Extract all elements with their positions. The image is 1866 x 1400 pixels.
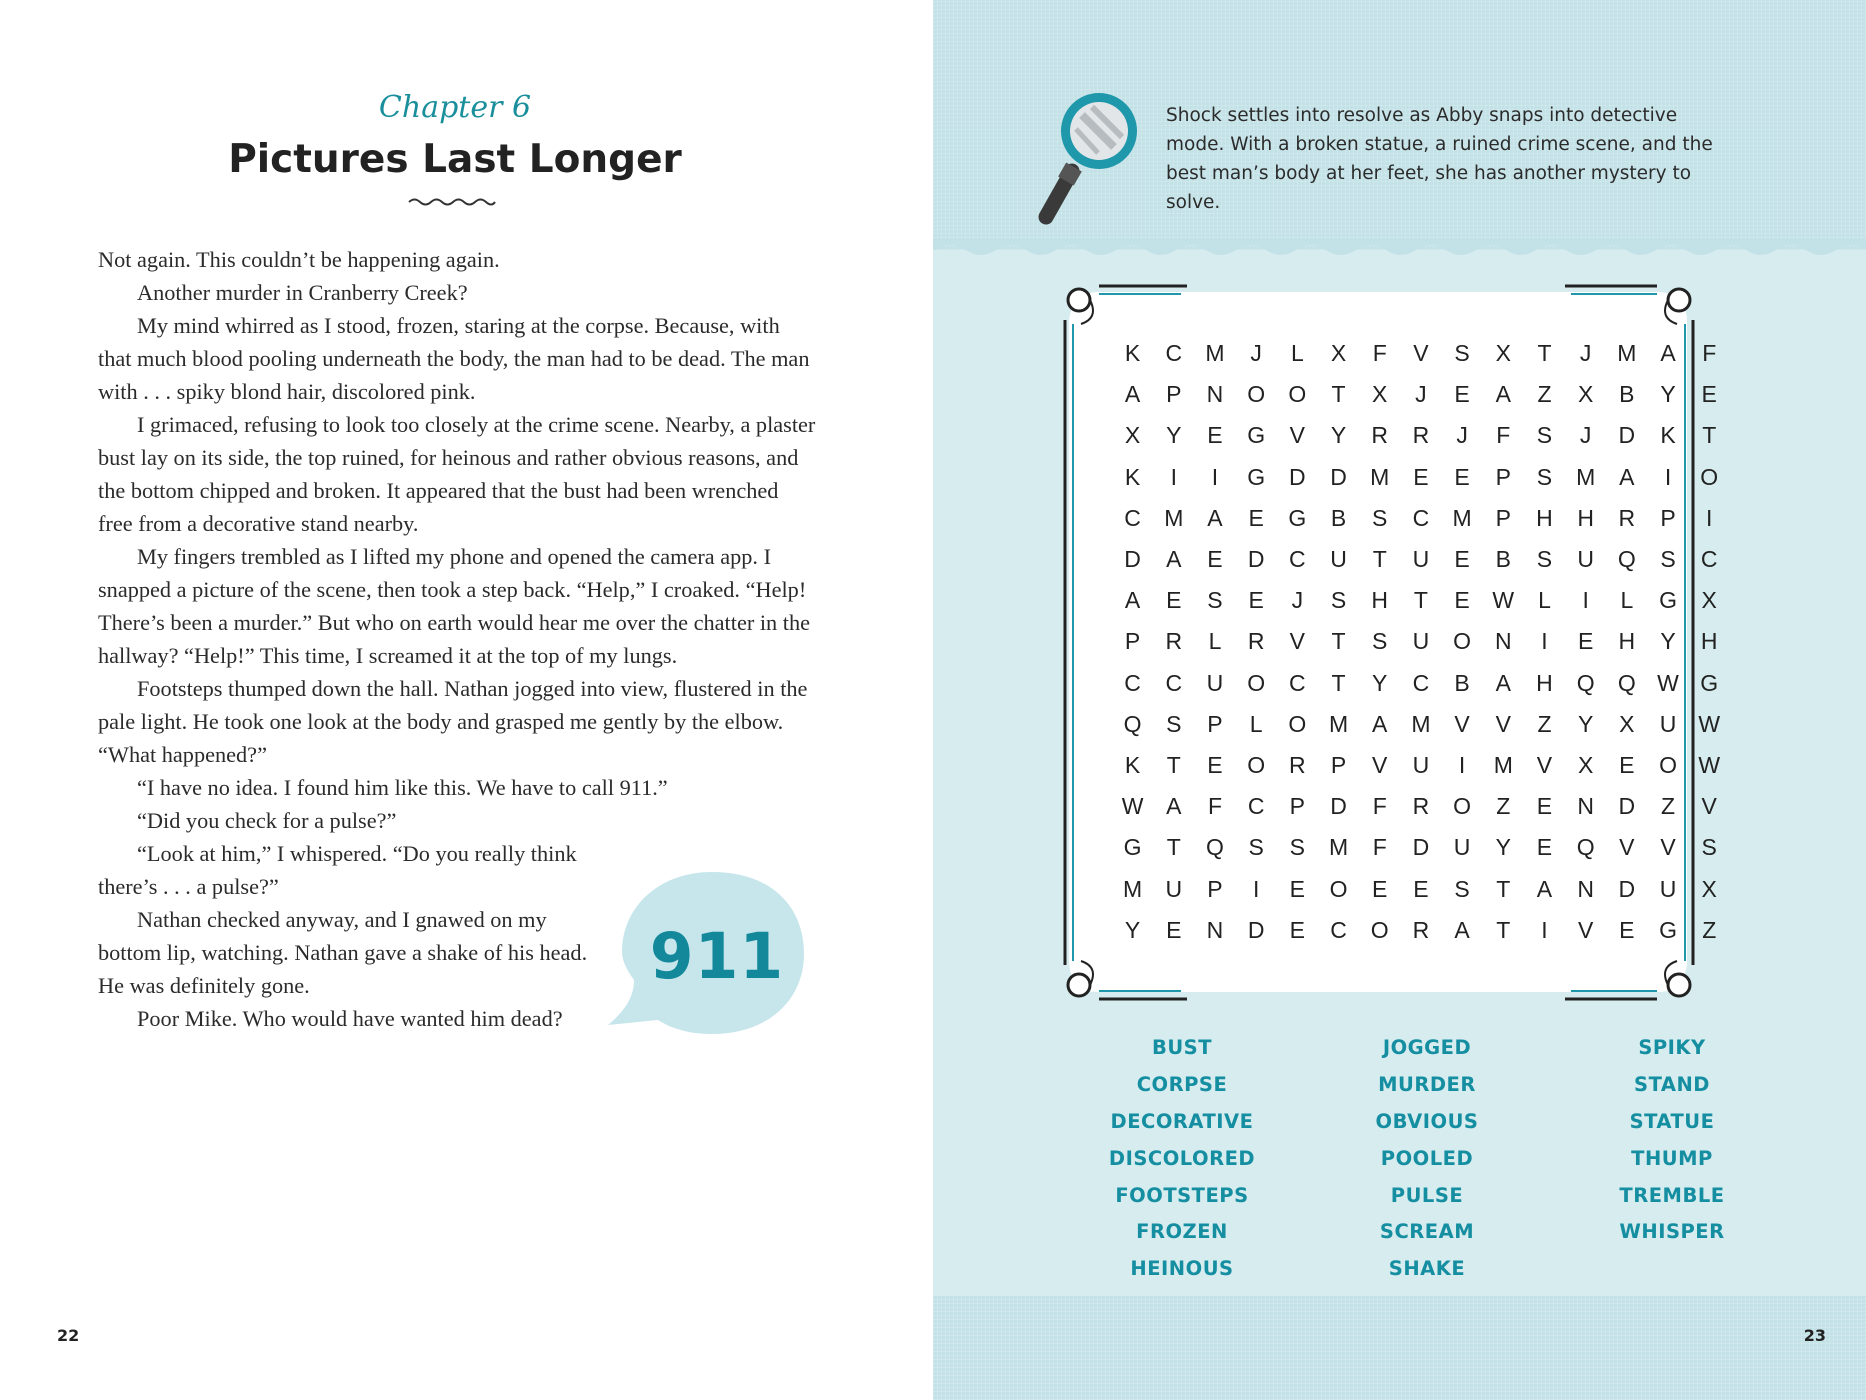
story-paragraph: Another murder in Cranberry Creek? — [137, 280, 468, 305]
grid-letter: O — [1247, 669, 1266, 696]
grid-letter: Q — [1617, 546, 1636, 573]
grid-letter: M — [1411, 710, 1431, 737]
grid-letter: H — [1536, 504, 1553, 531]
grid-letter: I — [1541, 628, 1548, 655]
word-list-item: STATUE — [1629, 1109, 1715, 1133]
grid-letter: Y — [1330, 422, 1347, 449]
grid-letter: A — [1536, 875, 1553, 902]
grid-letter: C — [1330, 916, 1347, 943]
story-paragraph: “Look at him,” I whispered. “Do you really think there’s . . . a pulse?” — [98, 841, 577, 899]
word-list-item: POOLED — [1380, 1146, 1474, 1170]
grid-letter: T — [1496, 875, 1511, 902]
grid-letter: C — [1289, 669, 1306, 696]
word-list-item: SPIKY — [1638, 1036, 1706, 1059]
grid-letter: V — [1289, 422, 1306, 449]
grid-letter: E — [1207, 422, 1223, 449]
grid-letter: E — [1413, 875, 1429, 902]
grid-letter: O — [1453, 628, 1472, 655]
grid-letter: D — [1247, 546, 1265, 573]
story-paragraph: Nathan checked anyway, and I gnawed on my bottom lip, watching. Nathan gave a shake of his head. He was definitely gone. — [98, 907, 588, 998]
word-list-item: STAND — [1634, 1072, 1710, 1096]
grid-letter: J — [1291, 587, 1304, 614]
grid-letter: A — [1166, 546, 1182, 573]
grid-letter: C — [1124, 504, 1141, 531]
grid-letter: L — [1620, 587, 1634, 614]
grid-letter: E — [1454, 546, 1470, 573]
grid-letter: C — [1124, 669, 1141, 696]
grid-letter: W — [1492, 587, 1515, 614]
grid-letter: S — [1536, 422, 1553, 449]
grid-letter: G — [1700, 669, 1719, 696]
grid-letter: U — [1577, 546, 1594, 573]
grid-letter: P — [1207, 710, 1223, 737]
word-list-item: TREMBLE — [1619, 1183, 1725, 1207]
grid-letter: S — [1454, 875, 1470, 902]
story-paragraph: Not again. This couldn’t be happening again. — [98, 247, 500, 272]
grid-letter: R — [1412, 793, 1430, 820]
word-column — [1566, 1030, 1778, 1288]
word-list-item: BUST — [1151, 1036, 1213, 1059]
word-list-item: WHISPER — [1619, 1220, 1725, 1244]
grid-letter: A — [1372, 710, 1388, 737]
grid-letter: T — [1413, 587, 1428, 614]
grid-letter: C — [1165, 669, 1183, 696]
grid-letter: P — [1289, 793, 1306, 820]
word-list-item: DECORATIVE — [1110, 1109, 1254, 1133]
grid-letter: H — [1577, 504, 1594, 531]
grid-letter: E — [1166, 916, 1182, 943]
grid-letter: I — [1252, 875, 1260, 902]
grid-letter: S — [1701, 834, 1717, 861]
grid-letter: G — [1659, 916, 1677, 943]
grid-letter: X — [1330, 340, 1347, 367]
grid-letter: O — [1247, 381, 1266, 408]
grid-letter: S — [1166, 710, 1182, 737]
grid-letter: Q — [1617, 669, 1636, 696]
grid-letter: U — [1453, 834, 1471, 861]
grid-letter: J — [1415, 381, 1427, 408]
grid-letter: I — [1211, 463, 1219, 490]
grid-letter: W — [1698, 751, 1721, 778]
grid-letter: E — [1248, 587, 1264, 614]
grid-letter: A — [1660, 340, 1676, 367]
grid-letter: G — [1123, 834, 1142, 861]
grid-letter: E — [1454, 463, 1470, 490]
grid-letter: X — [1577, 751, 1594, 778]
grid-letter: E — [1289, 875, 1306, 902]
grid-letter: V — [1577, 916, 1594, 943]
grid-letter: S — [1248, 834, 1264, 861]
grid-letter: O — [1659, 751, 1677, 778]
title-squiggle — [407, 196, 497, 208]
grid-letter: R — [1618, 504, 1636, 531]
grid-letter: Y — [1660, 381, 1676, 408]
grid-letter: C — [1165, 340, 1183, 367]
grid-letter: N — [1206, 381, 1224, 408]
grid-letter: Z — [1496, 793, 1511, 820]
grid-letter: Q — [1123, 710, 1142, 737]
grid-letter: I — [1582, 587, 1589, 614]
grid-letter: H — [1700, 628, 1718, 655]
grid-letter: K — [1124, 751, 1141, 778]
grid-letter: J — [1456, 422, 1468, 449]
grid-letter: W — [1698, 710, 1721, 737]
grid-letter: Y — [1495, 834, 1511, 861]
grid-letter: K — [1124, 463, 1141, 490]
grid-letter: M — [1328, 710, 1349, 737]
grid-letter: S — [1372, 504, 1388, 531]
grid-letter: C — [1700, 546, 1718, 573]
grid-letter: E — [1454, 587, 1470, 614]
grid-letter: G — [1288, 504, 1307, 531]
grid-letter: E — [1289, 916, 1306, 943]
grid-letter: O — [1329, 875, 1348, 902]
grid-letter: V — [1495, 710, 1511, 737]
grid-letter: A — [1124, 381, 1141, 408]
grid-letter: D — [1412, 834, 1430, 861]
story-paragraph: Poor Mike. Who would have wanted him dead? — [137, 1006, 563, 1031]
grid-letter: T — [1166, 751, 1181, 778]
grid-letter: G — [1247, 422, 1266, 449]
grid-letter: H — [1536, 669, 1553, 696]
grid-letter: Z — [1537, 381, 1552, 408]
grid-letter: N — [1577, 875, 1594, 902]
puzzle-intro: Shock settles into resolve as Abby snaps into detective mode. With a broken statue, a ruined crime scene, and the best man’s body at her feet, she has another mystery to solve. — [1166, 105, 1713, 213]
grid-letter: B — [1454, 669, 1470, 696]
grid-letter: O — [1247, 751, 1266, 778]
grid-letter: I — [1170, 463, 1177, 490]
grid-letter: O — [1370, 916, 1389, 943]
grid-letter: W — [1657, 669, 1679, 696]
grid-letter: Z — [1661, 793, 1676, 820]
chapter-title: Pictures Last Longer — [228, 137, 682, 182]
grid-letter: L — [1249, 710, 1263, 737]
grid-letter: M — [1370, 463, 1390, 490]
grid-letter: D — [1618, 422, 1636, 449]
story-paragraph: “Did you check for a pulse?” — [137, 808, 397, 833]
word-list-item: FOOTSTEPS — [1115, 1183, 1249, 1207]
grid-letter: T — [1702, 422, 1717, 449]
grid-letter: I — [1458, 751, 1466, 778]
grid-letter: L — [1290, 340, 1304, 367]
grid-letter: V — [1454, 710, 1470, 737]
grid-letter: Y — [1372, 669, 1388, 696]
grid-letter: B — [1330, 504, 1347, 531]
grid-letter: E — [1207, 751, 1223, 778]
word-list-item: JOGGED — [1382, 1036, 1472, 1059]
grid-letter: H — [1618, 628, 1636, 655]
word-list-item: DISCOLORED — [1108, 1146, 1256, 1170]
grid-letter: B — [1495, 546, 1511, 573]
grid-letter: S — [1372, 628, 1388, 655]
grid-letter: L — [1208, 628, 1222, 655]
grid-letter: E — [1454, 381, 1470, 408]
page-number-right: 23 — [1803, 1326, 1826, 1345]
grid-letter: F — [1372, 340, 1387, 367]
grid-letter: J — [1579, 340, 1592, 367]
grid-letter: A — [1166, 793, 1182, 820]
speech-bubble — [608, 868, 808, 1043]
grid-letter: V — [1660, 834, 1676, 861]
grid-letter: O — [1453, 793, 1472, 820]
grid-letter: M — [1576, 463, 1596, 490]
grid-letter: V — [1536, 751, 1553, 778]
grid-letter: Y — [1124, 916, 1141, 943]
grid-letter: U — [1165, 875, 1183, 902]
grid-letter: A — [1207, 504, 1223, 531]
grid-letter: I — [1706, 504, 1713, 531]
word-list-item: SHAKE — [1388, 1257, 1466, 1281]
word-list-item: MURDER — [1378, 1072, 1476, 1096]
grid-letter: T — [1331, 628, 1346, 655]
grid-letter: N — [1577, 793, 1594, 820]
grid-letter: D — [1330, 463, 1347, 490]
grid-letter: C — [1412, 504, 1430, 531]
grid-letter: D — [1124, 546, 1141, 573]
grid-letter: U — [1412, 751, 1430, 778]
word-list-item: THUMP — [1631, 1146, 1713, 1170]
grid-letter: M — [1164, 504, 1184, 531]
word-list-item: HEINOUS — [1130, 1257, 1234, 1281]
grid-letter: Z — [1537, 710, 1552, 737]
grid-letter: Y — [1660, 628, 1676, 655]
grid-letter: E — [1372, 875, 1388, 902]
grid-letter: A — [1495, 381, 1511, 408]
grid-letter: H — [1371, 587, 1389, 614]
grid-letter: S — [1330, 587, 1347, 614]
grid-letter: T — [1496, 916, 1511, 943]
grid-letter: X — [1577, 381, 1594, 408]
grid-letter: D — [1330, 793, 1347, 820]
word-column — [1076, 1030, 1288, 1288]
grid-letter: I — [1541, 916, 1548, 943]
grid-letter: E — [1701, 381, 1717, 408]
grid-letter: R — [1412, 422, 1430, 449]
grid-letter: V — [1289, 628, 1306, 655]
grid-letter: Z — [1702, 916, 1717, 943]
grid-letter: L — [1538, 587, 1551, 614]
grid-letter: P — [1166, 381, 1182, 408]
grid-letter: R — [1165, 628, 1183, 655]
grid-letter: T — [1372, 546, 1387, 573]
grid-letter: U — [1659, 875, 1677, 902]
grid-letter: M — [1328, 834, 1349, 861]
grid-letter: A — [1619, 463, 1635, 490]
grid-letter: V — [1619, 834, 1635, 861]
grid-letter: S — [1536, 463, 1553, 490]
grid-letter: G — [1247, 463, 1266, 490]
magnifying-glass-icon — [1034, 85, 1144, 230]
grid-letter: U — [1330, 546, 1347, 573]
word-list-item: FROZEN — [1136, 1220, 1228, 1244]
footer-band — [933, 1296, 1866, 1400]
grid-letter: A — [1495, 669, 1511, 696]
grid-letter: X — [1701, 587, 1717, 614]
word-list — [1076, 1030, 1778, 1288]
word-list-item: PULSE — [1390, 1183, 1464, 1207]
grid-letter: X — [1619, 710, 1635, 737]
grid-letter: Y — [1166, 422, 1182, 449]
grid-letter: D — [1618, 875, 1636, 902]
grid-letter: O — [1700, 463, 1719, 490]
grid-letter: U — [1412, 546, 1430, 573]
grid-letter: A — [1124, 587, 1141, 614]
grid-letter: D — [1289, 463, 1306, 490]
grid-letter: M — [1205, 340, 1225, 367]
page-number-left: 22 — [57, 1326, 80, 1345]
grid-letter: S — [1660, 546, 1676, 573]
grid-letter: C — [1289, 546, 1306, 573]
grid-letter: F — [1496, 422, 1511, 449]
grid-letter: T — [1166, 834, 1181, 861]
grid-letter: S — [1536, 546, 1553, 573]
grid-letter: M — [1123, 875, 1143, 902]
grid-letter: X — [1124, 422, 1141, 449]
grid-letter: C — [1247, 793, 1265, 820]
grid-letter: Y — [1577, 710, 1594, 737]
header-wave — [933, 238, 1866, 262]
grid-letter: M — [1493, 751, 1513, 778]
grid-letter: A — [1454, 916, 1470, 943]
grid-letter: R — [1289, 751, 1306, 778]
letter-grid — [1112, 333, 1730, 951]
grid-letter: V — [1413, 340, 1429, 367]
chapter-label: Chapter 6 — [378, 90, 532, 125]
grid-letter: E — [1248, 504, 1264, 531]
grid-letter: S — [1454, 340, 1470, 367]
word-list-item: CORPSE — [1136, 1072, 1228, 1096]
grid-letter: P — [1495, 504, 1511, 531]
grid-letter: E — [1166, 587, 1182, 614]
grid-letter: T — [1331, 669, 1346, 696]
grid-letter: V — [1701, 793, 1717, 820]
grid-letter: F — [1207, 793, 1222, 820]
right-page — [933, 0, 1866, 1400]
word-column — [1288, 1030, 1566, 1288]
grid-letter: R — [1371, 422, 1389, 449]
story-paragraph: My mind whirred as I stood, frozen, staring at the corpse. Because, with that much blood pooling underneath the body, the man had to be dead. The man with . . . spiky blond hair, discolored pink. — [98, 313, 810, 404]
grid-letter: X — [1701, 875, 1717, 902]
grid-letter: S — [1207, 587, 1223, 614]
grid-letter: D — [1247, 916, 1265, 943]
grid-letter: D — [1618, 793, 1636, 820]
grid-letter: T — [1537, 340, 1552, 367]
story-paragraph: My fingers trembled as I lifted my phone and opened the camera app. I snapped a picture of the scene, then took a step back. “Help,” I croaked. “Help! There’s been a murder.” But who on earth would hear me over the chatter in the hallway? “Help!” This time, I screamed it at the top of my lungs. — [98, 544, 810, 668]
word-list-item: SCREAM — [1379, 1220, 1475, 1244]
grid-letter: X — [1372, 381, 1388, 408]
grid-letter: Q — [1576, 834, 1595, 861]
grid-letter: E — [1536, 793, 1553, 820]
grid-letter: E — [1207, 546, 1223, 573]
grid-letter: W — [1121, 793, 1144, 820]
story-paragraph: “I have no idea. I found him like this. We have to call 911.” — [137, 775, 668, 800]
grid-letter: I — [1664, 463, 1672, 490]
grid-letter: J — [1579, 422, 1592, 449]
grid-letter: J — [1250, 340, 1262, 367]
grid-letter: T — [1331, 381, 1346, 408]
grid-letter: X — [1495, 340, 1511, 367]
grid-letter: E — [1577, 628, 1594, 655]
grid-letter: E — [1619, 916, 1635, 943]
story-paragraph: I grimaced, refusing to look too closely at the crime scene. Nearby, a plaster bust lay on its side, the top ruined, for heinous and rather obvious reasons, and the bottom chipped and broken. It appeared that the bust had been wrenched free from a decorative stand nearby. — [98, 412, 816, 536]
grid-letter: P — [1207, 875, 1223, 902]
grid-letter: S — [1289, 834, 1306, 861]
grid-letter: R — [1412, 916, 1430, 943]
grid-letter: O — [1288, 381, 1307, 408]
grid-letter: K — [1660, 422, 1676, 449]
grid-letter: U — [1206, 669, 1224, 696]
grid-letter: F — [1702, 340, 1717, 367]
grid-letter: G — [1659, 587, 1677, 614]
bubble-911: 911 — [649, 920, 785, 993]
grid-letter: M — [1617, 340, 1637, 367]
grid-letter: E — [1413, 463, 1429, 490]
grid-letter: P — [1124, 628, 1141, 655]
story-paragraph: Footsteps thumped down the hall. Nathan jogged into view, flustered in the pale light. He took one look at the body and grasped me gently by the elbow. “What happened?” — [98, 676, 808, 767]
grid-letter: M — [1452, 504, 1472, 531]
grid-letter: N — [1206, 916, 1224, 943]
grid-letter: F — [1372, 793, 1387, 820]
grid-letter: O — [1288, 710, 1307, 737]
grid-letter: K — [1124, 340, 1141, 367]
grid-letter: R — [1247, 628, 1265, 655]
grid-letter: E — [1619, 751, 1635, 778]
grid-letter: F — [1372, 834, 1387, 861]
grid-letter: P — [1330, 751, 1347, 778]
grid-letter: P — [1495, 463, 1511, 490]
grid-letter: E — [1536, 834, 1553, 861]
grid-letter: V — [1372, 751, 1388, 778]
grid-letter: Q — [1206, 834, 1224, 861]
grid-letter: C — [1412, 669, 1430, 696]
grid-letter: N — [1494, 628, 1512, 655]
word-list-item: OBVIOUS — [1375, 1109, 1479, 1133]
grid-letter: B — [1619, 381, 1635, 408]
grid-letter: P — [1660, 504, 1676, 531]
grid-letter: U — [1412, 628, 1430, 655]
grid-letter: U — [1659, 710, 1677, 737]
grid-letter: Q — [1576, 669, 1595, 696]
